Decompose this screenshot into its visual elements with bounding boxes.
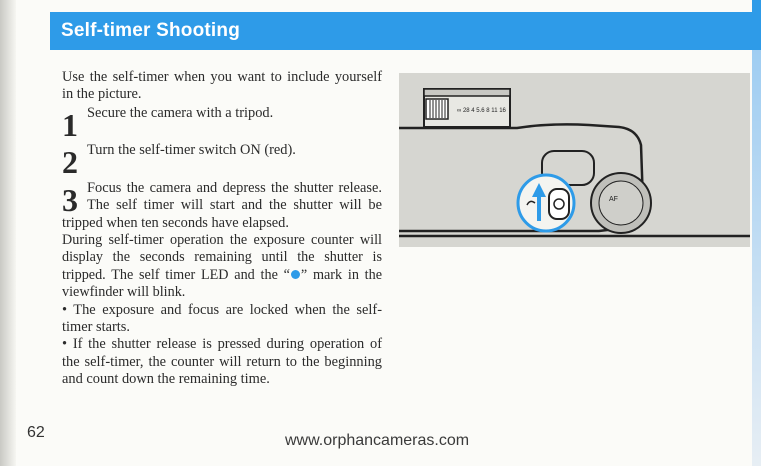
instruction-text [62,69,382,389]
page-number: 62 [27,424,45,441]
svg-text:AF: AF [609,196,618,203]
step-text: Focus the camera and depress the shutter release. The self timer will start and the shutter will be tripped when ten seconds have elapsed. [62,179,382,231]
step-text: Turn the self-timer switch ON (red). [87,141,296,158]
source-url: www.orphancameras.com [285,432,470,449]
counter-note-text-end: ” mark in the viewfinder will blink. [62,266,382,301]
step-2 [62,141,382,180]
led-dot-icon [291,270,300,279]
camera-top-drawing [399,73,750,247]
bullet-note: • The exposure and focus are locked when the self-timer starts. [62,301,382,336]
camera-illustration [399,73,750,247]
intro-paragraph: Use the self-timer when you want to include yourself in the picture. [62,69,382,103]
step-number: 1 [62,106,78,143]
counter-note [62,232,382,302]
step-3 [62,180,382,232]
page-edge-shadow [0,0,16,466]
step-number: 2 [62,143,78,180]
lens-distance-scale: ∞ 28 4 5.6 8 11 16 [457,108,506,114]
page-title: Self-timer Shooting [61,20,241,41]
bullet-note: • If the shutter release is pressed during operation of the self-timer, the counter will return to the beginning and count down the remaining time. [62,336,382,388]
step-number: 3 [62,181,78,218]
page-edge-accent-fade [752,50,761,466]
step-1 [62,104,382,143]
section-header [50,12,752,50]
step-text: Secure the camera with a tripod. [87,104,274,121]
counter-note-text: During self-timer operation the exposure counter will display the seconds remaining until the shutter is tripped. The self timer LED and the “ [62,232,382,283]
